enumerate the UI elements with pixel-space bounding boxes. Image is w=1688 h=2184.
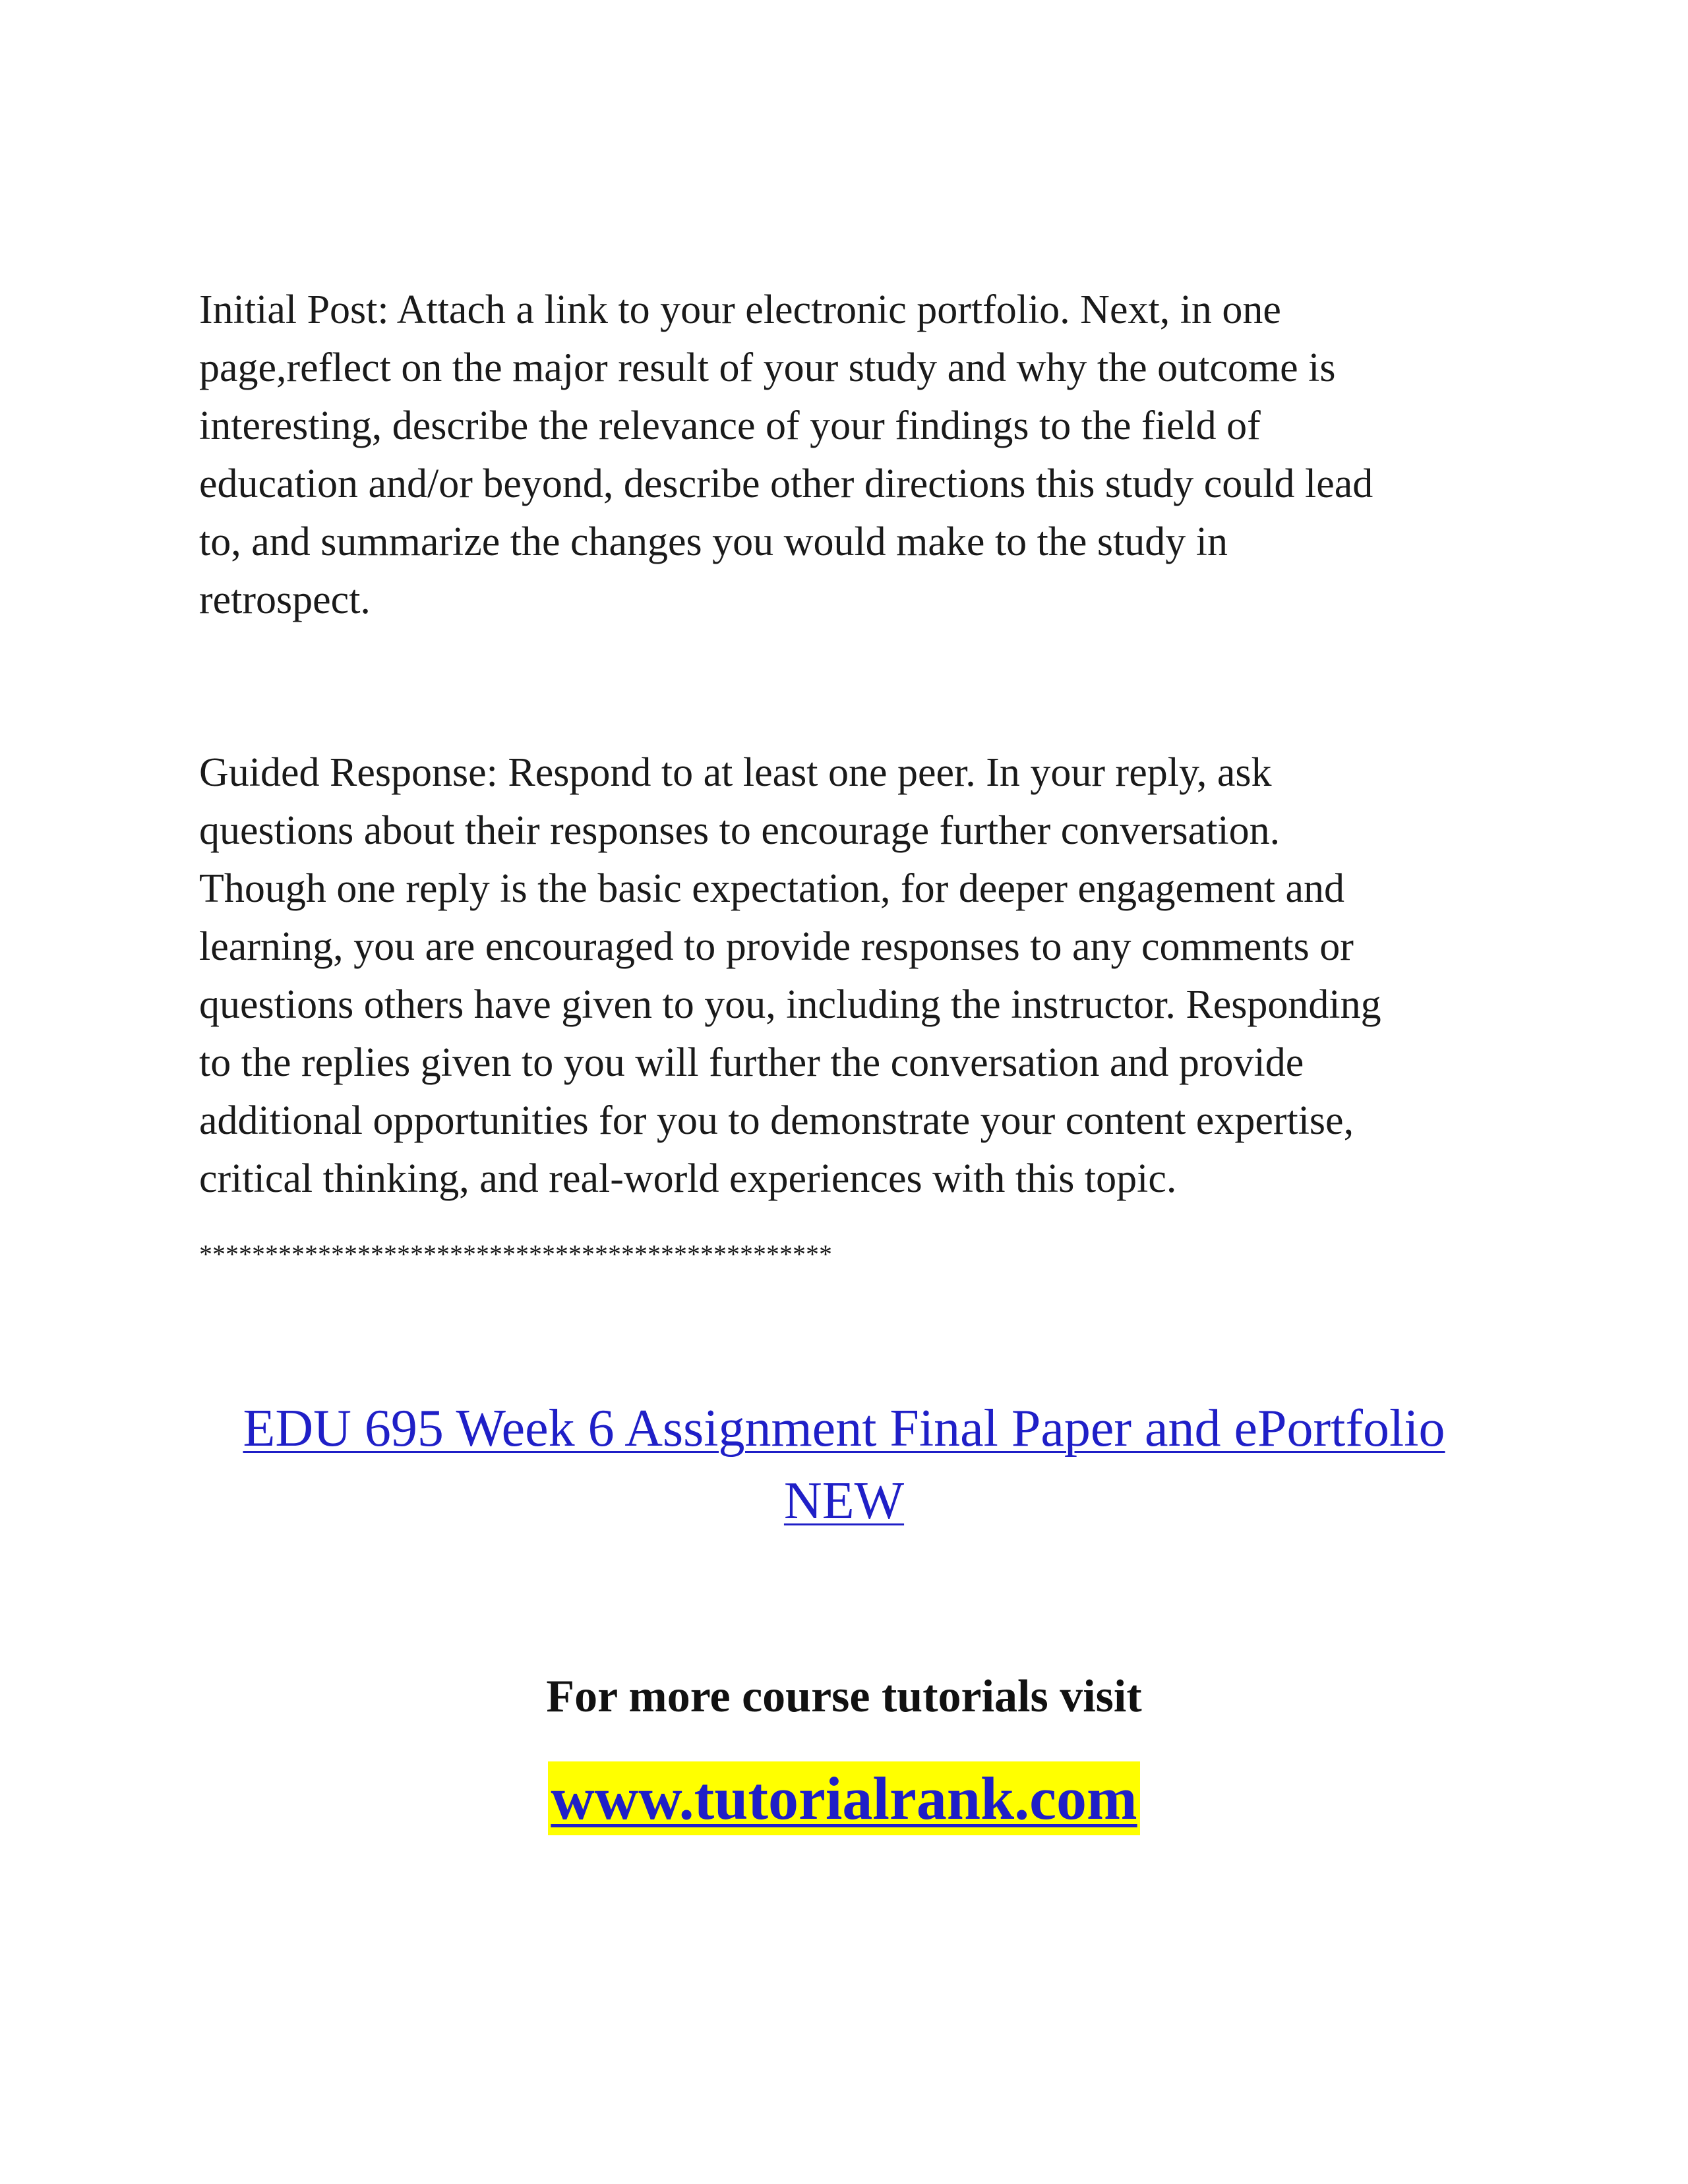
text-line: Though one reply is the basic expectation, for deeper engagement and [199,866,1345,911]
guided-response-paragraph [199,744,1518,1208]
assignment-title-link-new[interactable]: NEW [783,1472,905,1530]
visit-text: For more course tutorials visit [546,1671,1142,1722]
text-line: questions others have given to you, including the instructor. Responding [199,982,1381,1027]
text-line: Initial Post: Attach a link to your electronic portfolio. Next, in one [199,287,1281,332]
asterisk-separator: ************************************************ [199,1239,832,1269]
text-line: additional opportunities for you to demonstrate your content expertise, [199,1098,1354,1143]
text-line: critical thinking, and real-world experiences with this topic. [199,1156,1177,1201]
initial-post-paragraph [199,281,1518,629]
text-line: retrospect. [199,577,371,622]
text-line: education and/or beyond, describe other directions this study could lead [199,461,1373,506]
text-line: page,reflect on the major result of your study and why the outcome is [199,345,1336,390]
text-line: questions about their responses to encourage further conversation. [199,808,1281,853]
text-line: to, and summarize the changes you would make to the study in [199,519,1228,564]
text-line: Guided Response: Respond to at least one peer. In your reply, ask [199,750,1272,795]
url-container [0,1761,1688,1835]
text-line: learning, you are encouraged to provide responses to any comments or [199,924,1354,969]
tutorialrank-link[interactable]: www.tutorialrank.com [548,1761,1139,1835]
text-line: interesting, describe the relevance of your findings to the field of [199,403,1261,448]
assignment-title-link[interactable]: EDU 695 Week 6 Assignment Final Paper and ePortfolio [243,1400,1445,1458]
text-line: to the replies given to you will further the conversation and provide [199,1040,1304,1085]
